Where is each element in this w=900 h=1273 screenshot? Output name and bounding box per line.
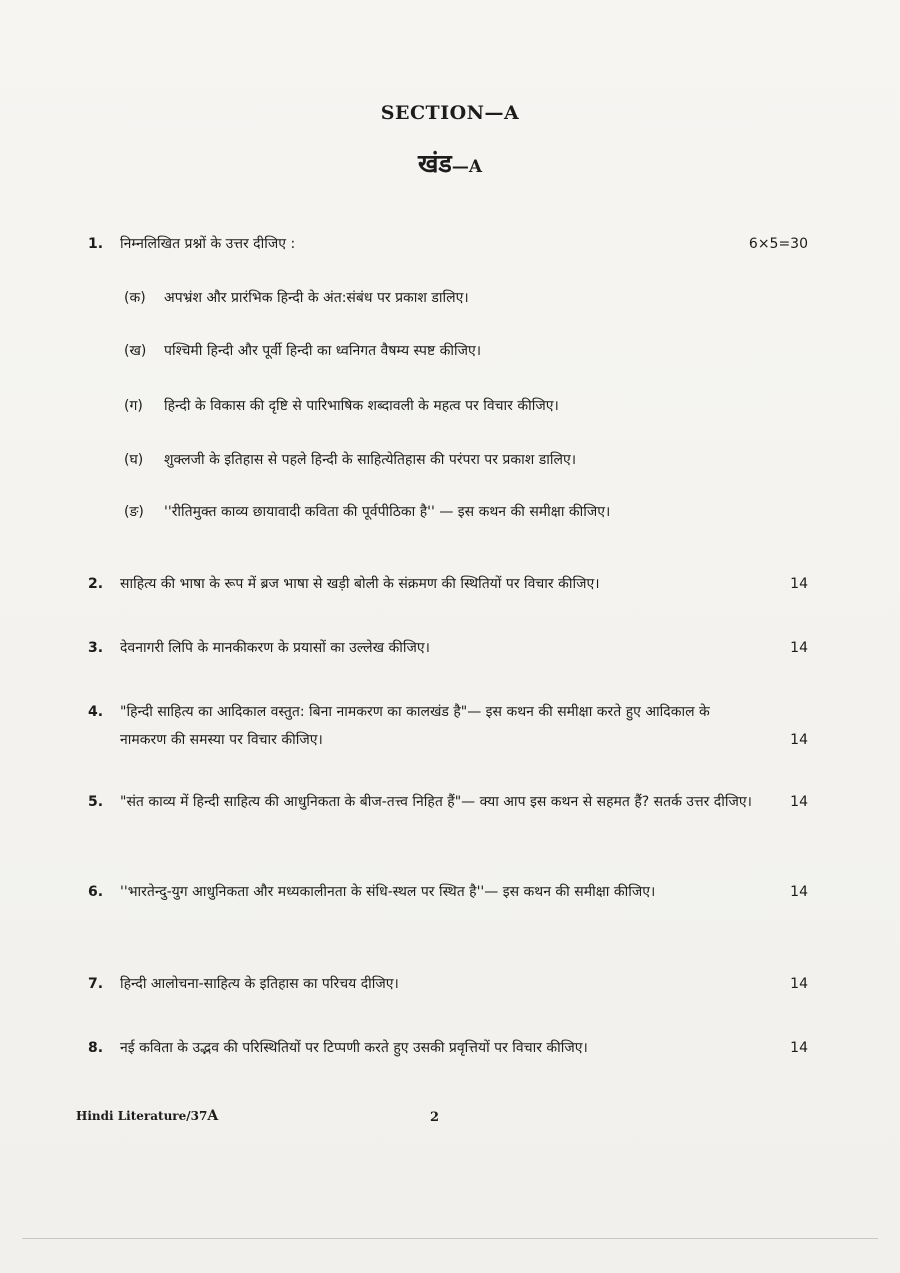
footer-code-suffix: A <box>207 1108 219 1124</box>
question-number: 5. <box>88 794 104 810</box>
subpart-label: (ख) <box>124 343 147 359</box>
question-text: ''भारतेन्दु-युग आधुनिकता और मध्यकालीनता के संधि-स्थल पर स्थित है''— इस कथन की समीक्षा कीजिए। <box>120 884 656 900</box>
question-number: 7. <box>88 976 104 992</box>
question-text: "संत काव्य में हिन्दी साहित्य की आधुनिकता के बीज-तत्त्व निहित हैं"— क्या आप इस कथन से सहमत हैं? सतर्क उत्तर दीजिए। <box>120 794 752 810</box>
question-8 <box>88 1034 818 1062</box>
question-text: देवनागरी लिपि के मानकीकरण के प्रयासों का उल्लेख कीजिए। <box>120 640 430 656</box>
subpart-label: (ङ) <box>124 504 144 520</box>
question-6 <box>88 878 818 906</box>
section-subtitle-hindi: खंड <box>417 149 452 178</box>
subpart-gha <box>124 448 744 472</box>
section-title: SECTION—A <box>380 102 520 124</box>
question-number: 4. <box>88 704 104 720</box>
subpart-ka <box>124 286 744 310</box>
question-text: हिन्दी आलोचना-साहित्य के इतिहास का परिचय दीजिए। <box>120 976 399 992</box>
subpart-text: हिन्दी के विकास की दृष्टि से पारिभाषिक शब्दावली के महत्व पर विचार कीजिए। <box>164 398 559 414</box>
question-text: साहित्य की भाषा के रूप में ब्रज भाषा से खड़ी बोली के संक्रमण की स्थितियों पर विचार कीजिए। <box>120 576 600 592</box>
subpart-label: (क) <box>124 290 146 306</box>
subpart-nga <box>124 500 744 524</box>
question-1 <box>88 230 818 258</box>
question-marks: 14 <box>790 640 808 656</box>
subpart-text: ''रीतिमुक्त काव्य छायावादी कविता की पूर्वपीठिका है'' — इस कथन की समीक्षा कीजिए। <box>164 504 611 520</box>
question-marks: 14 <box>790 576 808 592</box>
footer-subject <box>76 1108 218 1124</box>
footer-subject-text: Hindi Literature/37 <box>76 1109 208 1123</box>
subpart-ga <box>124 394 744 418</box>
question-marks: 14 <box>790 794 808 810</box>
subpart-text: शुक्लजी के इतिहास से पहले हिन्दी के साहित्येतिहास की परंपरा पर प्रकाश डालिए। <box>164 452 576 468</box>
question-text: "हिन्दी साहित्य का आदिकाल वस्तुत: बिना नामकरण का कालखंड है"— इस कथन की समीक्षा करते हुए आदिकाल के नामकरण की समस्या पर विचार कीजिए। <box>120 704 710 748</box>
question-text: निम्नलिखित प्रश्नों के उत्तर दीजिए : <box>120 236 296 252</box>
question-2 <box>88 570 818 598</box>
subpart-text: अपभ्रंश और प्रारंभिक हिन्दी के अंत:संबंध पर प्रकाश डालिए। <box>164 290 469 306</box>
subpart-kha <box>124 339 744 363</box>
question-marks: 6×5=30 <box>748 236 808 252</box>
subpart-label: (ग) <box>124 398 143 414</box>
question-number: 6. <box>88 884 104 900</box>
question-text: नई कविता के उद्भव की परिस्थितियों पर टिप्पणी करते हुए उसकी प्रवृत्तियों पर विचार कीजिए। <box>120 1040 588 1056</box>
question-number: 2. <box>88 576 104 592</box>
subpart-label: (घ) <box>124 452 144 468</box>
question-7 <box>88 970 818 998</box>
question-marks: 14 <box>790 1040 808 1056</box>
question-marks: 14 <box>790 732 808 748</box>
question-4 <box>88 698 818 754</box>
question-marks: 14 <box>790 884 808 900</box>
question-number: 3. <box>88 640 104 656</box>
question-number: 8. <box>88 1040 104 1056</box>
section-subtitle <box>0 146 900 180</box>
subpart-text: पश्चिमी हिन्दी और पूर्वी हिन्दी का ध्वनिगत वैषम्य स्पष्ट कीजिए। <box>164 343 482 359</box>
page-number: 2 <box>430 1110 440 1125</box>
question-marks: 14 <box>790 976 808 992</box>
question-number: 1. <box>88 236 104 252</box>
question-3 <box>88 634 818 662</box>
page-edge-line <box>22 1238 878 1239</box>
question-5 <box>88 788 818 816</box>
section-subtitle-latin: —A <box>451 157 483 177</box>
